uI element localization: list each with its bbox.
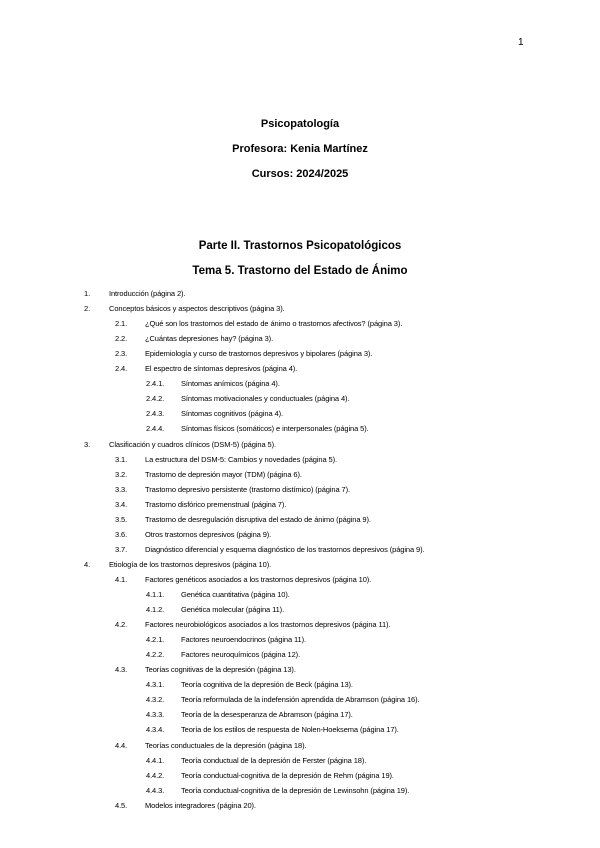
toc-item-text: Factores neuroquímicos (página 12). <box>181 650 301 660</box>
toc-item-text: Síntomas físicos (somáticos) e interpersonales (página 5). <box>181 424 369 434</box>
toc-item-text: Teoría conductual-cognitiva de la depresión de Lewinsohn (página 19). <box>181 785 410 795</box>
toc-item-number: 3.1. <box>115 454 128 464</box>
toc-item-text: Síntomas motivacionales y conductuales (página 4). <box>181 394 350 404</box>
toc-item-number: 3.4. <box>115 499 128 509</box>
toc-item-text: Otros trastornos depresivos (página 9). <box>145 529 272 539</box>
toc-item-number: 3.6. <box>115 529 128 539</box>
course-title: Psicopatología <box>260 118 340 130</box>
toc-item-number: 4.3.3. <box>146 710 165 720</box>
toc-item-number: 2.4.3. <box>146 409 165 419</box>
professor-line: Profesora: Kenia Martínez <box>232 143 368 155</box>
toc-item-number: 4.3. <box>115 665 128 675</box>
toc-item-number: 4.3.4. <box>146 725 165 735</box>
toc-item-number: 4.4.3. <box>146 785 165 795</box>
toc-item-text: La estructura del DSM-5: Cambios y novedades (página 5). <box>145 454 338 464</box>
toc-item-text: Teorías conductuales de la depresión (página 18). <box>145 740 307 750</box>
toc-item-text: Conceptos básicos y aspectos descriptivos (página 3). <box>109 304 285 314</box>
toc-item-number: 3.3. <box>115 484 128 494</box>
toc-item-text: Teoría cognitiva de la depresión de Beck (página 13). <box>181 680 353 690</box>
toc-item-number: 4.2.2. <box>146 650 165 660</box>
toc-item-text: El espectro de síntomas depresivos (página 4). <box>145 364 298 374</box>
toc-item-number: 4.2.1. <box>146 635 165 645</box>
toc-item-text: Teoría de los estilos de respuesta de Nolen-Hoeksema (página 17). <box>181 725 399 735</box>
toc-item-text: Síntomas cognitivos (página 4). <box>181 409 283 419</box>
toc-item-number: 3.2. <box>115 469 128 479</box>
toc-item-text: Factores genéticos asociados a los trastornos depresivos (página 10). <box>145 574 372 584</box>
course-years: Cursos: 2024/2025 <box>251 168 349 180</box>
toc-item-text: Teoría reformulada de la indefensión aprendida de Abramson (página 16). <box>181 695 420 705</box>
toc-item-text: Teoría conductual de la depresión de Ferster (página 18). <box>181 755 367 765</box>
page-number: 1 <box>518 37 524 48</box>
toc-item-text: Etiología de los trastornos depresivos (página 10). <box>109 559 272 569</box>
toc-item-text: Modelos integradores (página 20). <box>145 800 256 810</box>
toc-item-text: Trastorno de desregulación disruptiva del estado de ánimo (página 9). <box>145 514 371 524</box>
topic-title: Tema 5. Trastorno del Estado de Ánimo <box>192 265 408 277</box>
toc-item-number: 4.3.2. <box>146 695 165 705</box>
toc-item-number: 2.4. <box>115 364 128 374</box>
toc-item-number: 3.7. <box>115 544 128 554</box>
toc-item-text: ¿Cuántas depresiones hay? (página 3). <box>145 334 274 344</box>
toc-item-number: 4.4.2. <box>146 770 165 780</box>
toc-item-number: 4.4. <box>115 740 128 750</box>
toc-item-text: Trastorno disfórico premenstrual (página 7). <box>145 499 287 509</box>
toc-item-number: 4.1.1. <box>146 590 165 599</box>
toc-item-text: ¿Qué son los trastornos del estado de ánimo o trastornos afectivos? (página 3). <box>145 319 403 329</box>
toc-item-number: 4.3.1. <box>146 680 165 690</box>
toc-item-text: Clasificación y cuadros clínicos (DSM-5) (página 5). <box>109 439 276 449</box>
toc-item-number: 2.4.2. <box>146 394 165 404</box>
toc-item-number: 4. <box>84 559 91 569</box>
toc-item-number: 3. <box>84 439 91 449</box>
toc-item-number: 4.1.2. <box>146 605 165 615</box>
toc-item-text: Factores neurobiológicos asociados a los trastornos depresivos (página 11). <box>145 620 391 630</box>
toc-item-text: Trastorno depresivo persistente (trastorno distímico) (página 7). <box>145 484 350 494</box>
toc-item-text: Teoría conductual-cognitiva de la depresión de Rehm (página 19). <box>181 770 394 780</box>
toc-item-text: Epidemiología y curso de trastornos depresivos y bipolares (página 3). <box>145 349 373 359</box>
toc-item-number: 2.3. <box>115 349 128 359</box>
toc-item-text: Síntomas anímicos (página 4). <box>181 379 280 389</box>
toc-item-text: Diagnóstico diferencial y esquema diagnóstico de los trastornos depresivos (página 9). <box>145 544 425 554</box>
toc-item-number: 2.4.4. <box>146 424 165 434</box>
toc-item-text: Teoría de la desesperanza de Abramson (página 17). <box>181 710 353 720</box>
toc-item-number: 3.5. <box>115 514 128 524</box>
toc-item-number: 4.5. <box>115 800 128 810</box>
toc-item-text: Introducción (página 2). <box>109 289 186 298</box>
toc-item-number: 4.2. <box>115 620 128 630</box>
toc-item-text: Genética molecular (página 11). <box>181 605 285 615</box>
toc-item-number: 2. <box>84 304 91 314</box>
toc-item-number: 2.2. <box>115 334 128 344</box>
toc-item-number: 4.1. <box>115 574 128 584</box>
toc-item-number: 2.4.1. <box>146 379 165 389</box>
toc-item-text: Trastorno de depresión mayor (TDM) (página 6). <box>145 469 302 479</box>
part-title: Parte II. Trastornos Psicopatológicos <box>198 240 402 252</box>
toc-item-number: 1. <box>84 289 91 298</box>
toc-item-text: Genética cuantitativa (página 10). <box>181 590 290 599</box>
toc-item-number: 2.1. <box>115 319 128 329</box>
toc-item-number: 4.4.1. <box>146 755 165 765</box>
toc-item-text: Factores neuroendocrinos (página 11). <box>181 635 306 645</box>
toc-item-text: Teorías cognitivas de la depresión (página 13). <box>145 665 296 675</box>
